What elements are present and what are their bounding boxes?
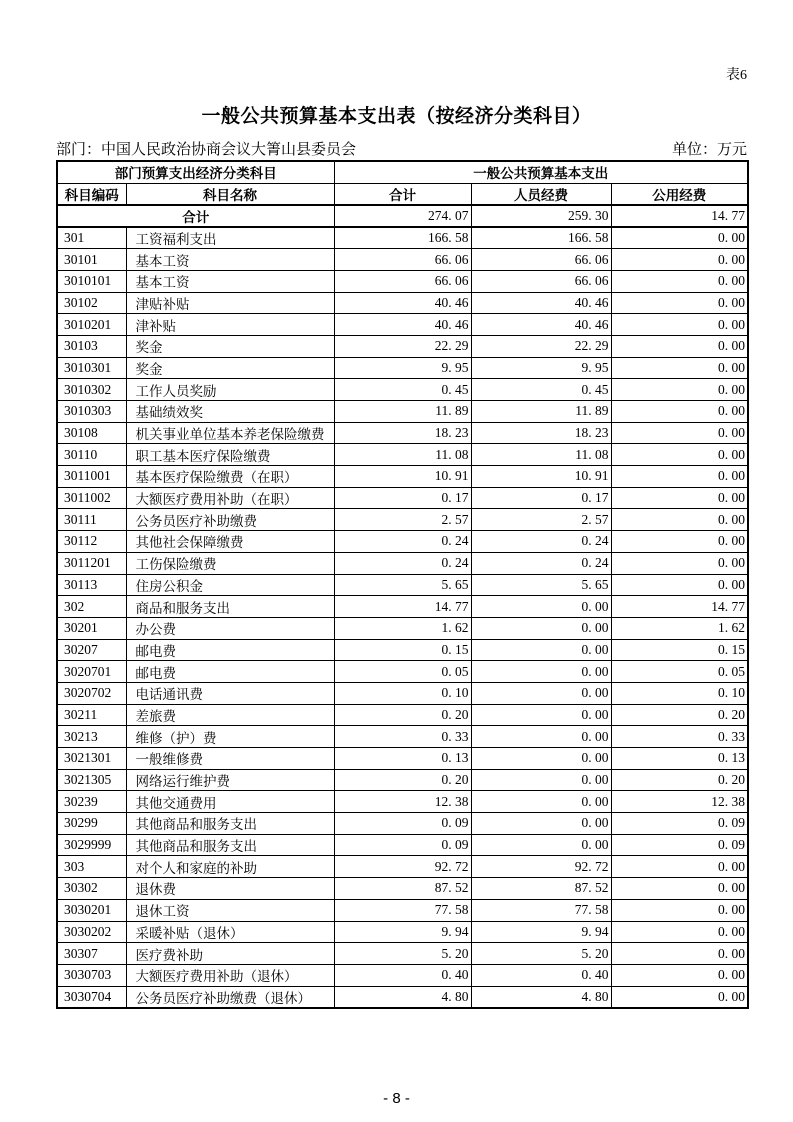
subject-name-cell: 津补贴 [126,314,334,336]
public-cell: 0. 00 [611,335,748,357]
table-row [57,617,748,639]
personnel-cell: 18. 23 [471,422,611,444]
total-cell: 11. 08 [334,444,471,466]
subject-code-cell: 30213 [57,726,126,748]
subject-name-cell: 基本工资 [126,270,334,292]
total-cell: 9. 95 [334,357,471,379]
subject-code-cell: 3010101 [57,270,126,292]
public-cell: 0. 09 [611,813,748,835]
personnel-cell: 166. 58 [471,227,611,249]
table-row [57,335,748,357]
table-row [57,769,748,791]
department-name: 中国人民政治协商会议大箐山县委员会 [101,142,357,158]
table-row [57,379,748,401]
subject-name-cell: 其他社会保障缴费 [126,531,334,553]
public-cell: 0. 00 [611,856,748,878]
public-cell: 0. 13 [611,748,748,770]
total-cell: 0. 24 [334,531,471,553]
table-row [57,878,748,900]
subject-code-cell: 301 [57,227,126,249]
table-body [57,205,748,1008]
subject-code-cell: 30302 [57,878,126,900]
department-label: 部门： [56,142,102,158]
header-columns-row [57,183,748,205]
total-cell: 40. 46 [334,292,471,314]
table-row [57,270,748,292]
total-cell: 14. 77 [334,596,471,618]
table-row [57,487,748,509]
personnel-cell: 0. 00 [471,769,611,791]
total-cell: 40. 46 [334,314,471,336]
personnel-cell: 9. 95 [471,357,611,379]
public-cell: 14. 77 [611,596,748,618]
public-cell: 0. 00 [611,921,748,943]
total-cell: 9. 94 [334,921,471,943]
header-group-right: 一般公共预算基本支出 [334,161,748,183]
subject-name-cell: 网络运行维护费 [126,769,334,791]
table-row [57,357,748,379]
public-cell: 0. 00 [611,552,748,574]
total-cell: 0. 33 [334,726,471,748]
subject-name-cell: 工作人员奖励 [126,379,334,401]
grand-total-personnel-cell: 259. 30 [471,205,611,227]
total-cell: 5. 65 [334,574,471,596]
total-cell: 0. 10 [334,682,471,704]
unit-line [672,138,747,159]
total-cell: 66. 06 [334,270,471,292]
public-cell: 0. 20 [611,769,748,791]
table-number-label: 表6 [726,68,747,83]
subject-code-cell: 30239 [57,791,126,813]
personnel-cell: 40. 46 [471,292,611,314]
unit-label: 单位： [671,142,717,158]
subject-code-cell: 30110 [57,444,126,466]
subject-code-cell: 3020701 [57,661,126,683]
total-cell: 0. 09 [334,834,471,856]
public-cell: 0. 00 [611,509,748,531]
header-group-row [57,161,748,183]
table-row [57,401,748,423]
personnel-cell: 0. 40 [471,964,611,986]
column-header-subject-name: 科目名称 [126,183,334,205]
subject-code-cell: 3010201 [57,314,126,336]
budget-table [56,160,749,1009]
subject-code-cell: 30299 [57,813,126,835]
subject-code-cell: 3010303 [57,401,126,423]
table-row [57,661,748,683]
table-row [57,292,748,314]
personnel-cell: 11. 08 [471,444,611,466]
personnel-cell: 0. 00 [471,813,611,835]
table-row [57,704,748,726]
grand-total-row [57,205,748,227]
total-cell: 92. 72 [334,856,471,878]
total-cell: 2. 57 [334,509,471,531]
table-row [57,249,748,271]
subject-code-cell: 3030703 [57,964,126,986]
total-cell: 10. 91 [334,466,471,488]
table-row [57,552,748,574]
subject-code-cell: 30103 [57,335,126,357]
subject-name-cell: 商品和服务支出 [126,596,334,618]
column-header-subject-code: 科目编码 [57,183,126,205]
personnel-cell: 0. 00 [471,639,611,661]
table-row [57,813,748,835]
total-cell: 87. 52 [334,878,471,900]
subject-name-cell: 退休工资 [126,899,334,921]
personnel-cell: 0. 00 [471,726,611,748]
subject-name-cell: 其他商品和服务支出 [126,813,334,835]
subject-code-cell: 3021305 [57,769,126,791]
public-cell: 0. 00 [611,531,748,553]
subject-name-cell: 其他交通费用 [126,791,334,813]
subject-code-cell: 3021301 [57,748,126,770]
subject-name-cell: 退休费 [126,878,334,900]
table-row [57,856,748,878]
personnel-cell: 5. 65 [471,574,611,596]
subject-name-cell: 维修（护）费 [126,726,334,748]
subject-name-cell: 奖金 [126,357,334,379]
table-row [57,682,748,704]
public-cell: 0. 00 [611,270,748,292]
personnel-cell: 0. 00 [471,791,611,813]
total-cell: 0. 15 [334,639,471,661]
subject-name-cell: 基础绩效奖 [126,401,334,423]
subject-code-cell: 3010302 [57,379,126,401]
subject-name-cell: 公务员医疗补助缴费（退休） [126,986,334,1008]
subject-name-cell: 津贴补贴 [126,292,334,314]
table-row [57,314,748,336]
public-cell: 0. 00 [611,878,748,900]
total-cell: 66. 06 [334,249,471,271]
public-cell: 0. 00 [611,422,748,444]
personnel-cell: 0. 00 [471,834,611,856]
subject-name-cell: 基本医疗保险缴费（在职） [126,466,334,488]
subject-code-cell: 30307 [57,943,126,965]
subject-code-cell: 30201 [57,617,126,639]
table-head [57,161,748,205]
subject-code-cell: 3030201 [57,899,126,921]
public-cell: 0. 00 [611,487,748,509]
table-row [57,227,748,249]
subject-name-cell: 办公费 [126,617,334,639]
column-header-total: 合计 [334,183,471,205]
table-row [57,639,748,661]
total-cell: 18. 23 [334,422,471,444]
subject-name-cell: 公务员医疗补助缴费 [126,509,334,531]
public-cell: 0. 09 [611,834,748,856]
table-row [57,748,748,770]
subject-name-cell: 工伤保险缴费 [126,552,334,574]
total-cell: 22. 29 [334,335,471,357]
total-cell: 12. 38 [334,791,471,813]
personnel-cell: 92. 72 [471,856,611,878]
subject-code-cell: 30101 [57,249,126,271]
total-cell: 0. 40 [334,964,471,986]
public-cell: 0. 00 [611,574,748,596]
table-row [57,726,748,748]
public-cell: 0. 00 [611,314,748,336]
table-row [57,531,748,553]
personnel-cell: 2. 57 [471,509,611,531]
total-cell: 5. 20 [334,943,471,965]
public-cell: 0. 00 [611,249,748,271]
department-line [56,138,356,159]
public-cell: 0. 05 [611,661,748,683]
total-cell: 77. 58 [334,899,471,921]
table-row [57,986,748,1008]
subject-code-cell: 3030704 [57,986,126,1008]
public-cell: 0. 00 [611,964,748,986]
subject-code-cell: 303 [57,856,126,878]
personnel-cell: 0. 00 [471,748,611,770]
grand-total-public-cell: 14. 77 [611,205,748,227]
subject-name-cell: 奖金 [126,335,334,357]
public-cell: 0. 00 [611,401,748,423]
total-cell: 1. 62 [334,617,471,639]
subject-code-cell: 30113 [57,574,126,596]
personnel-cell: 66. 06 [471,249,611,271]
subject-code-cell: 30111 [57,509,126,531]
total-cell: 0. 09 [334,813,471,835]
subject-name-cell: 基本工资 [126,249,334,271]
subject-name-cell: 采暖补贴（退休） [126,921,334,943]
public-cell: 0. 00 [611,899,748,921]
subject-name-cell: 邮电费 [126,661,334,683]
subject-code-cell: 3029999 [57,834,126,856]
personnel-cell: 40. 46 [471,314,611,336]
subject-code-cell: 30108 [57,422,126,444]
table-row [57,422,748,444]
total-cell: 0. 13 [334,748,471,770]
table-row [57,466,748,488]
subject-code-cell: 3011001 [57,466,126,488]
total-cell: 166. 58 [334,227,471,249]
personnel-cell: 0. 17 [471,487,611,509]
total-cell: 0. 17 [334,487,471,509]
table-row [57,921,748,943]
column-header-personnel: 人员经费 [471,183,611,205]
subject-code-cell: 3010301 [57,357,126,379]
table-row [57,596,748,618]
subject-code-cell: 30112 [57,531,126,553]
personnel-cell: 22. 29 [471,335,611,357]
subject-name-cell: 邮电费 [126,639,334,661]
subject-code-cell: 3011002 [57,487,126,509]
subject-name-cell: 医疗费补助 [126,943,334,965]
table-row [57,964,748,986]
subject-code-cell: 30102 [57,292,126,314]
subject-code-cell: 3011201 [57,552,126,574]
unit-value: 万元 [716,142,747,158]
subject-code-cell: 3030202 [57,921,126,943]
subject-name-cell: 对个人和家庭的补助 [126,856,334,878]
personnel-cell: 0. 24 [471,552,611,574]
public-cell: 0. 33 [611,726,748,748]
personnel-cell: 9. 94 [471,921,611,943]
personnel-cell: 0. 00 [471,617,611,639]
page-title: 一般公共预算基本支出表（按经济分类科目） [201,106,592,127]
subject-code-cell: 3020702 [57,682,126,704]
personnel-cell: 66. 06 [471,270,611,292]
subject-code-cell: 30207 [57,639,126,661]
table-row [57,834,748,856]
personnel-cell: 0. 00 [471,704,611,726]
personnel-cell: 4. 80 [471,986,611,1008]
subject-name-cell: 机关事业单位基本养老保险缴费 [126,422,334,444]
personnel-cell: 11. 89 [471,401,611,423]
grand-total-total-cell: 274. 07 [334,205,471,227]
subject-name-cell: 其他商品和服务支出 [126,834,334,856]
table-row [57,444,748,466]
meta-row [56,138,747,159]
public-cell: 12. 38 [611,791,748,813]
subject-code-cell: 302 [57,596,126,618]
personnel-cell: 0. 00 [471,596,611,618]
subject-name-cell: 差旅费 [126,704,334,726]
subject-name-cell: 一般维修费 [126,748,334,770]
total-cell: 0. 45 [334,379,471,401]
table-row [57,943,748,965]
public-cell: 1. 62 [611,617,748,639]
column-header-public: 公用经费 [611,183,748,205]
total-cell: 4. 80 [334,986,471,1008]
personnel-cell: 0. 00 [471,661,611,683]
public-cell: 0. 20 [611,704,748,726]
public-cell: 0. 10 [611,682,748,704]
total-cell: 0. 20 [334,769,471,791]
personnel-cell: 0. 24 [471,531,611,553]
personnel-cell: 87. 52 [471,878,611,900]
subject-name-cell: 电话通讯费 [126,682,334,704]
table-row [57,899,748,921]
personnel-cell: 5. 20 [471,943,611,965]
table-row [57,509,748,531]
subject-name-cell: 职工基本医疗保险缴费 [126,444,334,466]
public-cell: 0. 00 [611,943,748,965]
subject-name-cell: 大额医疗费用补助（在职） [126,487,334,509]
table-row [57,574,748,596]
public-cell: 0. 00 [611,227,748,249]
public-cell: 0. 00 [611,986,748,1008]
public-cell: 0. 00 [611,357,748,379]
total-cell: 11. 89 [334,401,471,423]
grand-total-label: 合计 [57,205,334,227]
subject-name-cell: 大额医疗费用补助（退休） [126,964,334,986]
personnel-cell: 0. 45 [471,379,611,401]
page-number: - 8 - [383,1090,410,1107]
total-cell: 0. 20 [334,704,471,726]
total-cell: 0. 24 [334,552,471,574]
subject-name-cell: 住房公积金 [126,574,334,596]
public-cell: 0. 00 [611,466,748,488]
table-row [57,791,748,813]
personnel-cell: 0. 00 [471,682,611,704]
public-cell: 0. 15 [611,639,748,661]
public-cell: 0. 00 [611,292,748,314]
subject-name-cell: 工资福利支出 [126,227,334,249]
total-cell: 0. 05 [334,661,471,683]
personnel-cell: 10. 91 [471,466,611,488]
header-group-left: 部门预算支出经济分类科目 [57,161,334,183]
public-cell: 0. 00 [611,379,748,401]
subject-code-cell: 30211 [57,704,126,726]
public-cell: 0. 00 [611,444,748,466]
personnel-cell: 77. 58 [471,899,611,921]
